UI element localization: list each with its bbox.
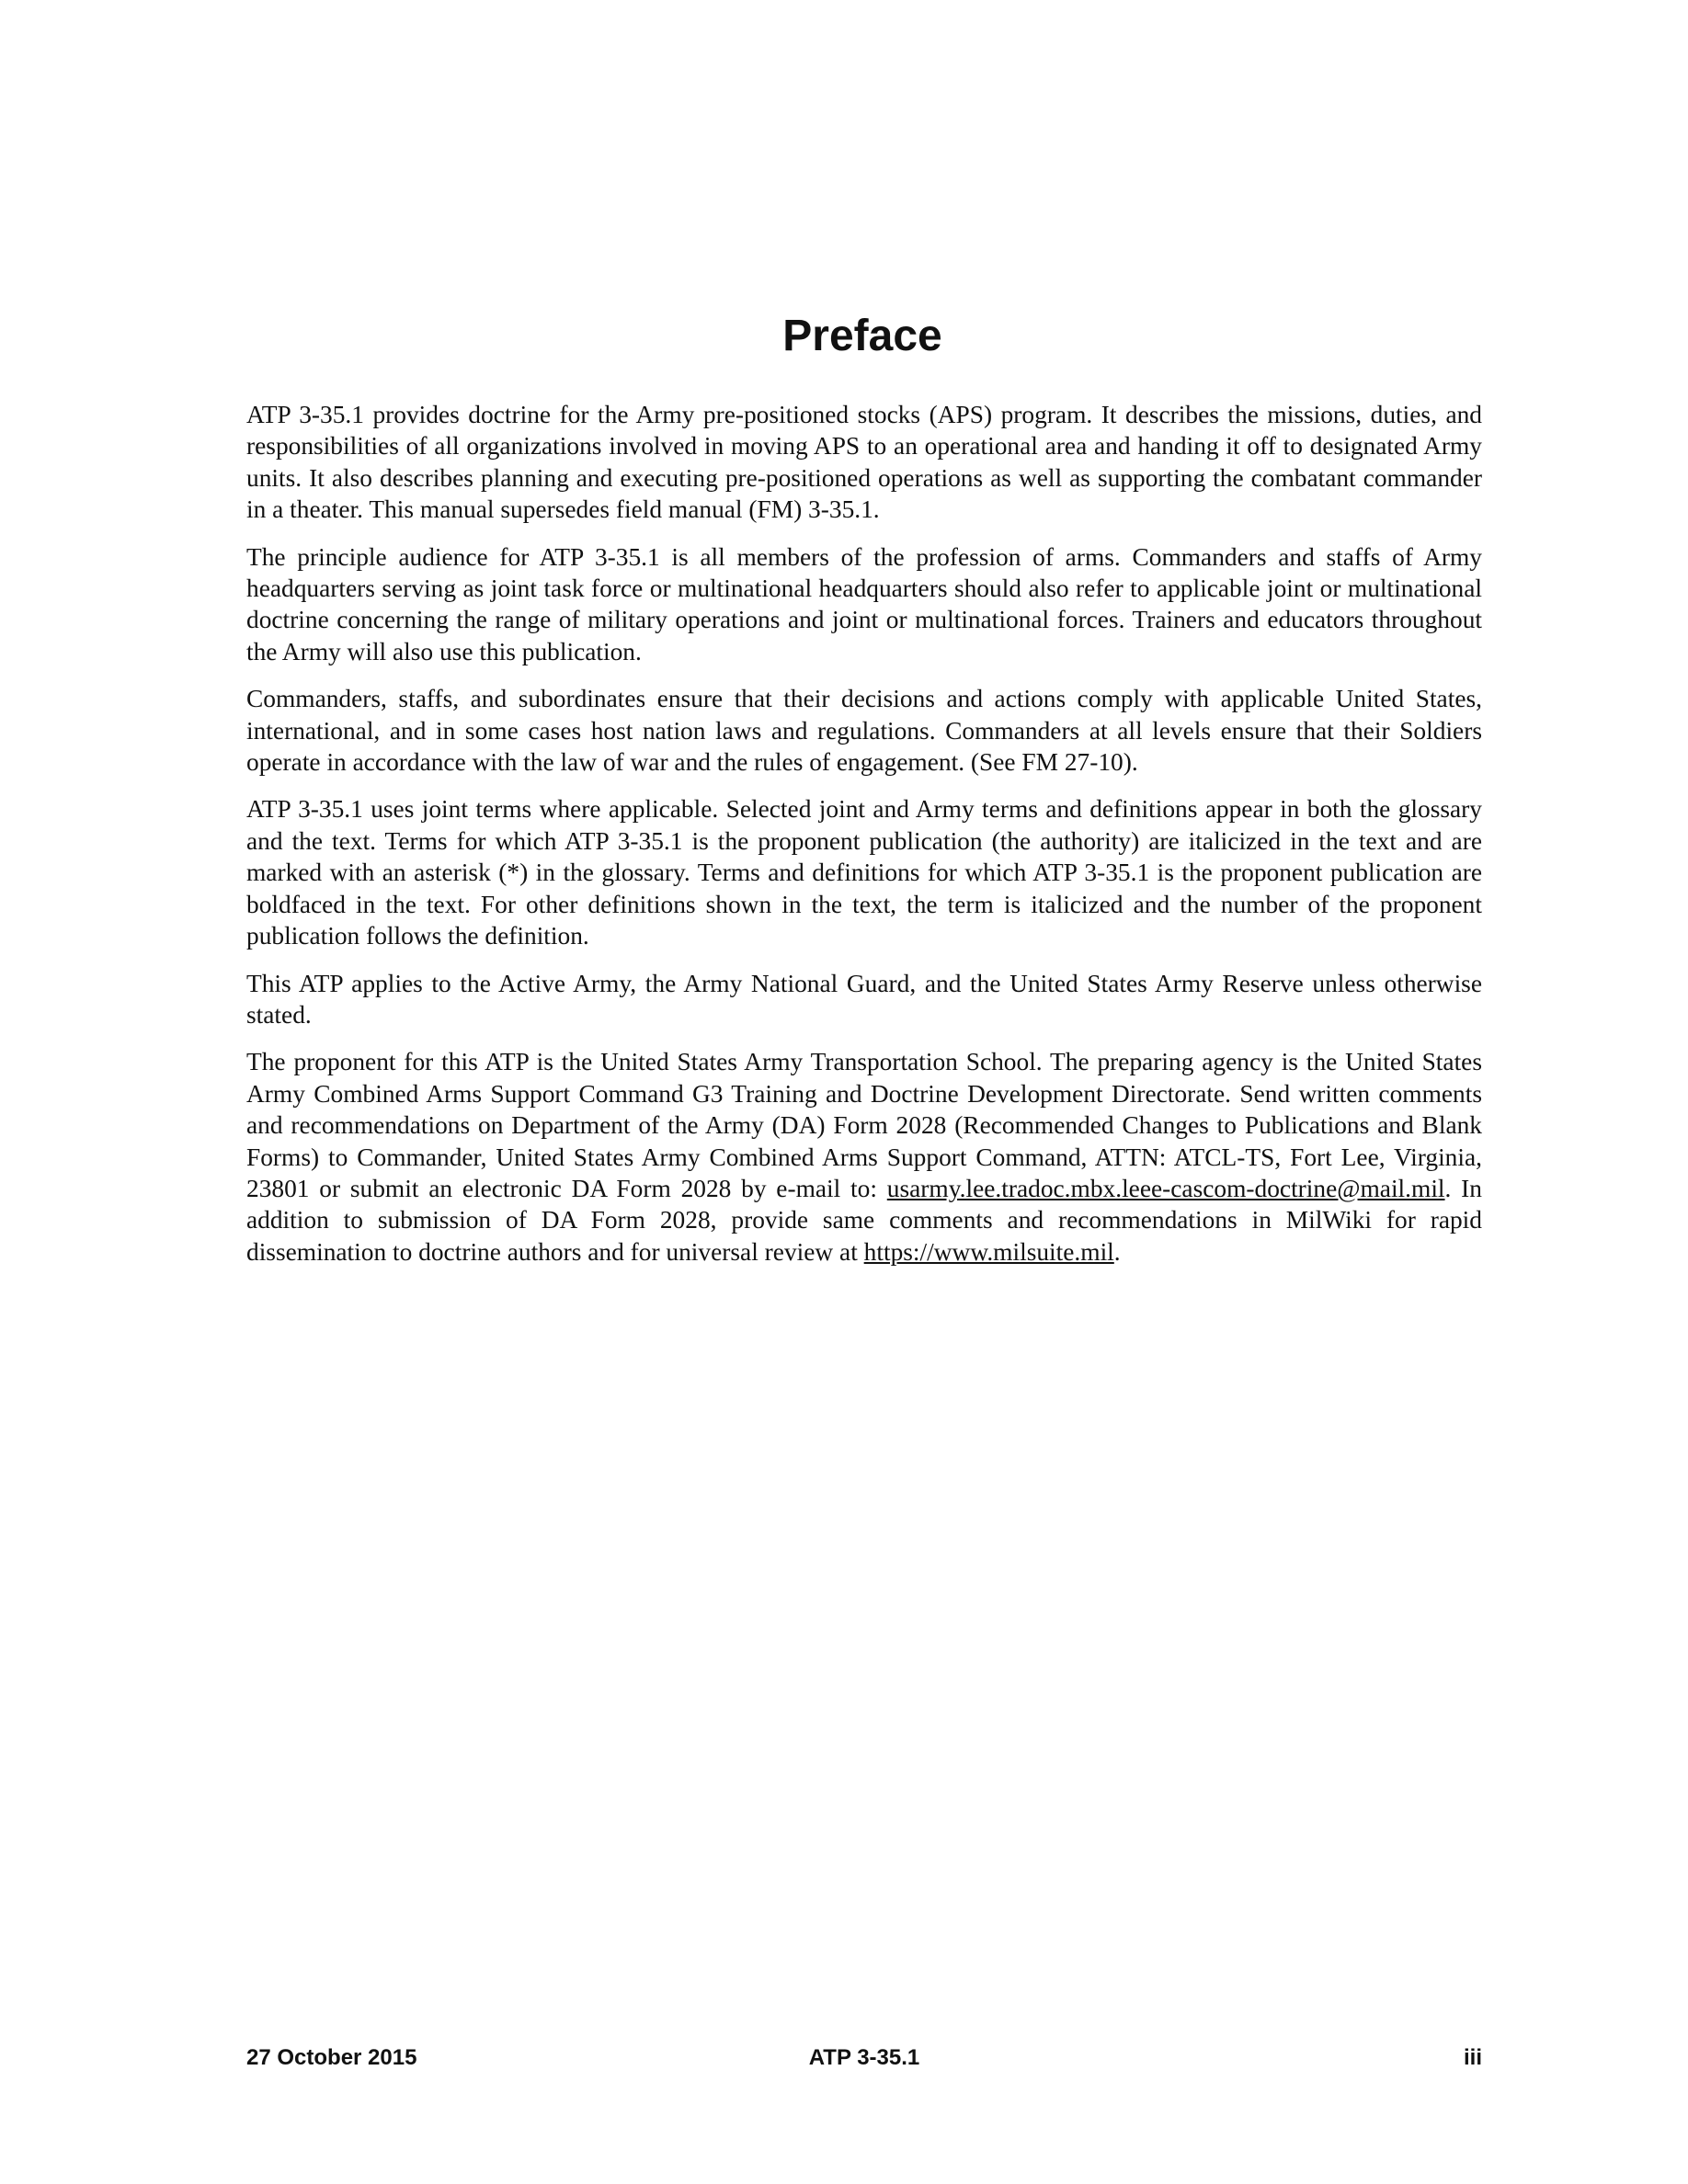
- paragraph-purpose: ATP 3-35.1 provides doctrine for the Army pre-positioned stocks (APS) program. It describes the missions, duties, and responsibilities of all organizations involved in moving APS to an operational area and handing it off to designated Army units. It also describes planning and executing pre-positioned operations as well as supporting the combatant commander in a theater. This manual supersedes field manual (FM) 3-35.1.: [246, 401, 1482, 524]
- footer-page-number: iii: [1463, 2045, 1482, 2070]
- paragraph-compliance: Commanders, staffs, and subordinates ensure that their decisions and actions comply with applicable United States, international, and in some cases host nation laws and regulations. Commanders at all levels ensure that their Soldiers operate in accordance with the law of war and the rules of engagement. (See FM 27-10).: [246, 685, 1482, 777]
- paragraph-terms: ATP 3-35.1 uses joint terms where applicable. Selected joint and Army terms and definitions appear in both the glossary and the text. Terms for which ATP 3-35.1 is the proponent publication (the authority) are italicized in the text and are marked with an asterisk (*) in the glossary. Terms and definitions for which ATP 3-35.1 is the proponent publication are boldfaced in the text. For other definitions shown in the text, the term is italicized and the number of the proponent publication follows the definition.: [246, 795, 1482, 950]
- footer-date: 27 October 2015: [246, 2045, 417, 2070]
- preface-body: [246, 399, 1482, 1283]
- proponent-text-start: The proponent for this ATP is the United States Army Transportation School. The preparing agency is the United States Army Combined Arms Support Command G3 Training and Doctrine Development Directorate. Send written comments and recommendations on Department of the Army (DA) Form 2028 (Recommended Changes to Publications and Blank Forms) to Commander, United States Army Combined Arms Support Command, ATTN: ATCL-TS, Fort Lee, Virginia, 23801 or submit an electronic DA Form 2028 by e-mail to:: [246, 1048, 1482, 1202]
- proponent-text-end: .: [1113, 1237, 1121, 1266]
- milsuite-link[interactable]: https://www.milsuite.mil: [863, 1237, 1114, 1266]
- paragraph-proponent: [246, 1046, 1482, 1268]
- email-link[interactable]: usarmy.lee.tradoc.mbx.leee-cascom-doctrine@mail.mil: [886, 1174, 1445, 1202]
- page-footer: [246, 2044, 1482, 2072]
- paragraph-applicability: This ATP applies to the Active Army, the Army National Guard, and the United States Army Reserve unless otherwise stated.: [246, 969, 1482, 1029]
- footer-publication: ATP 3-35.1: [808, 2045, 920, 2070]
- proponent-text-middle: . In addition to submission of DA Form 2028, provide same comments and recommendations in MilWiki for rapid dissemination to doctrine authors and for universal review at: [246, 1174, 1482, 1266]
- paragraph-audience: The principle audience for ATP 3-35.1 is all members of the profession of arms. Commanders and staffs of Army headquarters serving as joint task force or multinational headquarters should also refer to applicable joint or multinational doctrine concerning the range of military operations and joint or multinational forces. Trainers and educators throughout the Army will also use this publication.: [246, 542, 1482, 665]
- page-title: Preface: [782, 312, 942, 360]
